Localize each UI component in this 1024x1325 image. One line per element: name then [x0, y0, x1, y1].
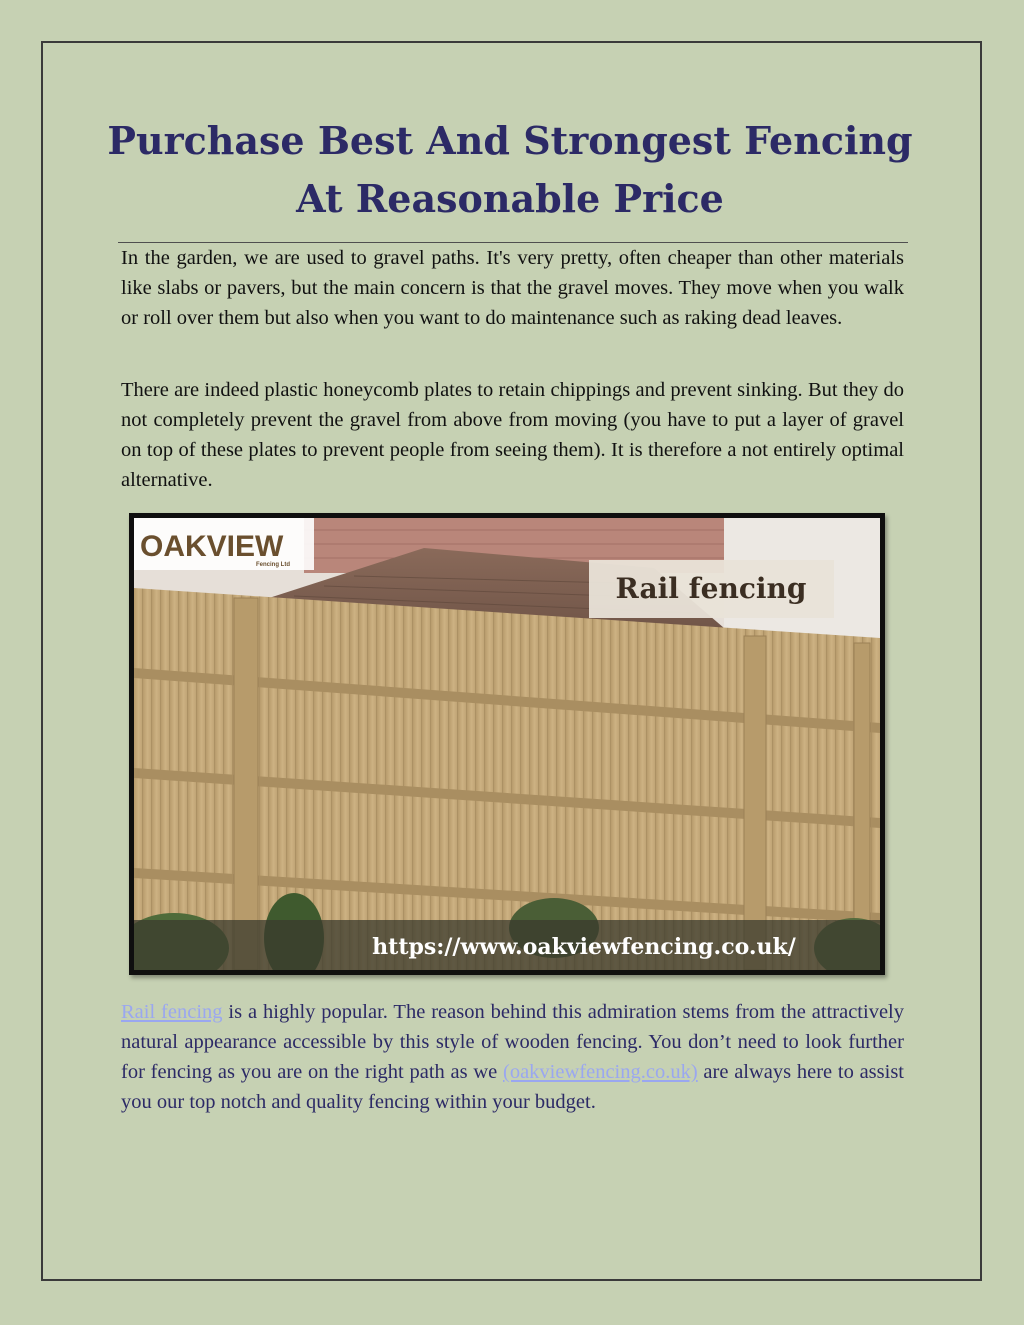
oakview-website-link[interactable]: (oakviewfencing.co.uk) [503, 1061, 698, 1083]
fence-post [744, 636, 766, 970]
rail-fencing-photo [129, 513, 885, 975]
oakview-logo: OAKVIEW [140, 530, 284, 563]
fence-post [234, 598, 258, 970]
rail-fencing-label: Rail fencing [615, 572, 807, 605]
rail-fencing-link[interactable]: Rail fencing [121, 1001, 223, 1023]
paragraph-text: are always here to assist you our top notch and quality fencing within your budget. [121, 1061, 905, 1113]
paragraph-rail-fencing [121, 997, 904, 1117]
paragraph-text: is a highly popular. The reason behind this admiration stems from the attractively natural appearance accessible by this style of wooden fencing. You don’t need to look further for fencing as you are on the right path as we [121, 1001, 904, 1083]
paragraph-honeycomb-plates: There are indeed plastic honeycomb plates to retain chippings and prevent sinking. But they do not completely prevent the gravel from above from moving (you have to put a layer of gravel on top of these plates to prevent people from seeing them). It is therefore a not entirely optimal alternative. [121, 379, 904, 491]
oakview-logo-subtitle: Fencing Ltd [256, 562, 290, 568]
page-title: Purchase Best And Strongest Fencing At Reasonable Price [107, 118, 913, 221]
paragraph-gravel-paths: In the garden, we are used to gravel paths. It's very pretty, often cheaper than other materials like slabs or pavers, but the main concern is that the gravel moves. They move when you walk or roll over them but also when you want to do maintenance such as raking dead leaves. [121, 247, 904, 329]
website-url-caption: https://www.oakviewfencing.co.uk/ [372, 934, 796, 960]
